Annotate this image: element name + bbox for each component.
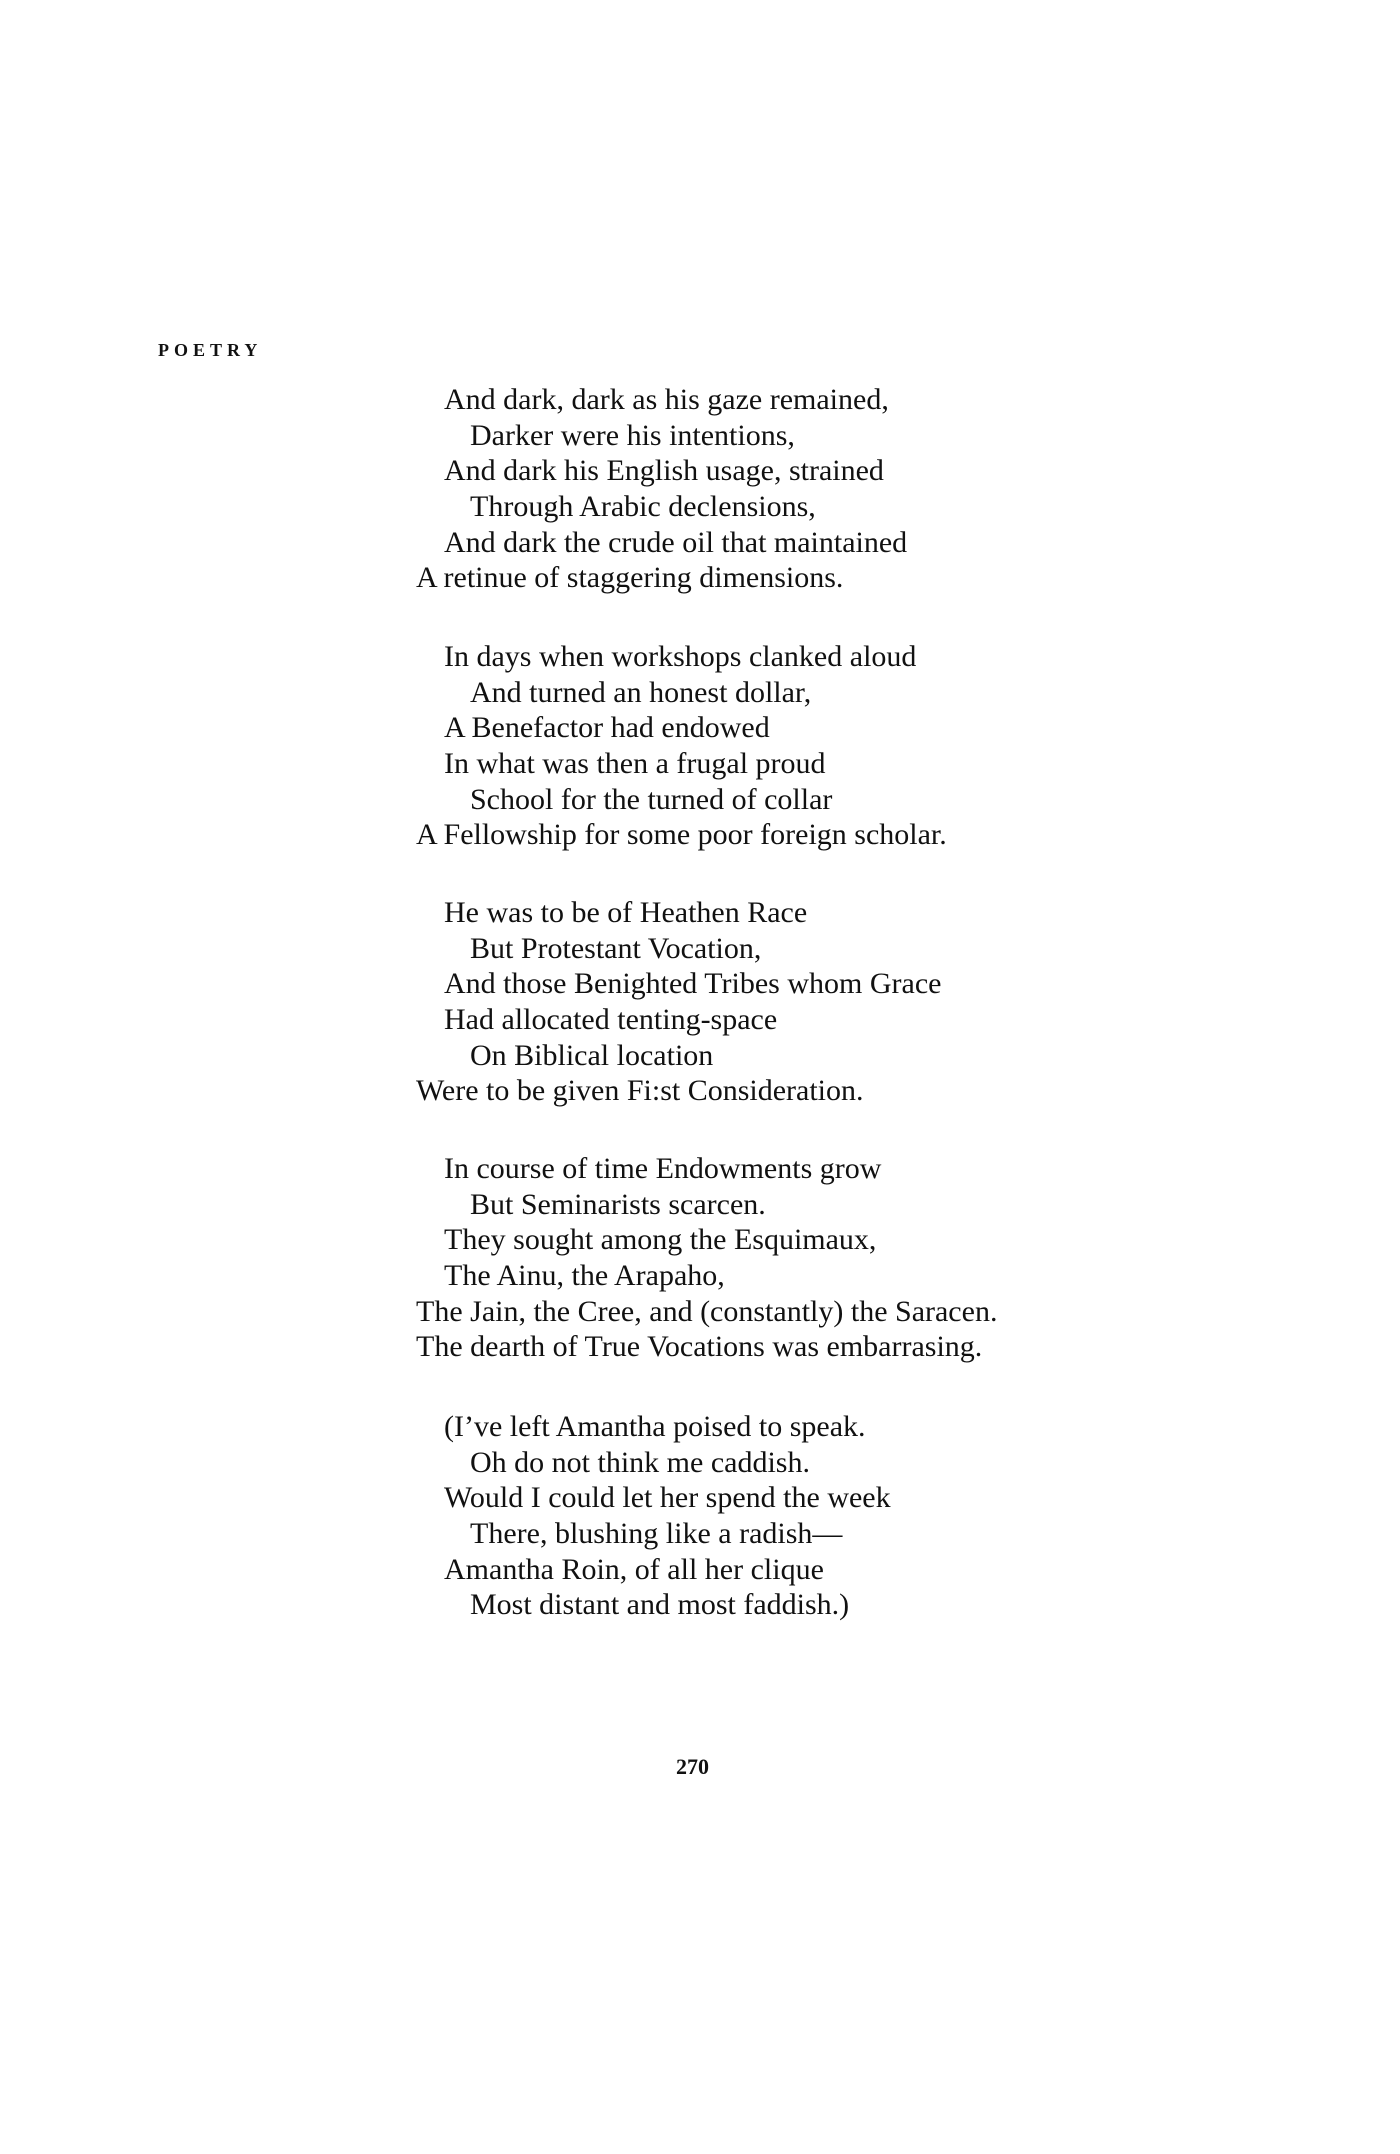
poem-line: In what was then a frugal proud [444,747,826,780]
poem-line: But Seminarists scarcen. [470,1188,766,1221]
poem-line: And dark his English usage, strained [444,454,884,487]
poem-line: And dark, dark as his gaze remained, [444,383,889,416]
poem-line: A retinue of staggering dimensions. [416,561,844,594]
poem-line: On Biblical location [470,1039,714,1072]
poem-line: Had allocated tenting-space [444,1003,778,1036]
poem-line: And those Benighted Tribes whom Grace [444,967,942,1000]
poem-line: Amantha Roin, of all her clique [444,1553,824,1586]
poem-line: A Fellowship for some poor foreign scholar. [416,818,947,851]
poem-line: Oh do not think me caddish. [470,1446,810,1479]
poem-line: The Ainu, the Arapaho, [444,1259,725,1292]
poem-line: And turned an honest dollar, [470,676,812,709]
poem-line: They sought among the Esquimaux, [444,1223,877,1256]
poem-line: A Benefactor had endowed [444,711,770,744]
poem-line: Were to be given Fi:st Consideration. [416,1074,864,1107]
poem-line: In days when workshops clanked aloud [444,640,917,673]
poem-line: The dearth of True Vocations was embarrasing. [416,1330,983,1363]
poem-line: Most distant and most faddish.) [470,1588,850,1621]
poem-line: The Jain, the Cree, and (constantly) the Saracen. [416,1295,998,1328]
poem-line: Would I could let her spend the week [444,1481,891,1514]
poem-line: He was to be of Heathen Race [444,896,808,929]
poem-line: School for the turned of collar [470,783,833,816]
poem-line: There, blushing like a radish— [470,1517,843,1550]
poem-line: But Protestant Vocation, [470,932,762,965]
poem-line: Darker were his intentions, [470,419,795,452]
poem-line: Through Arabic declensions, [470,490,816,523]
poem-line: (I’ve left Amantha poised to speak. [444,1410,866,1443]
page-number: 270 [676,1754,709,1779]
running-head: POETRY [158,340,263,360]
poem-line: In course of time Endowments grow [444,1152,882,1185]
poem-line: And dark the crude oil that maintained [444,526,908,559]
